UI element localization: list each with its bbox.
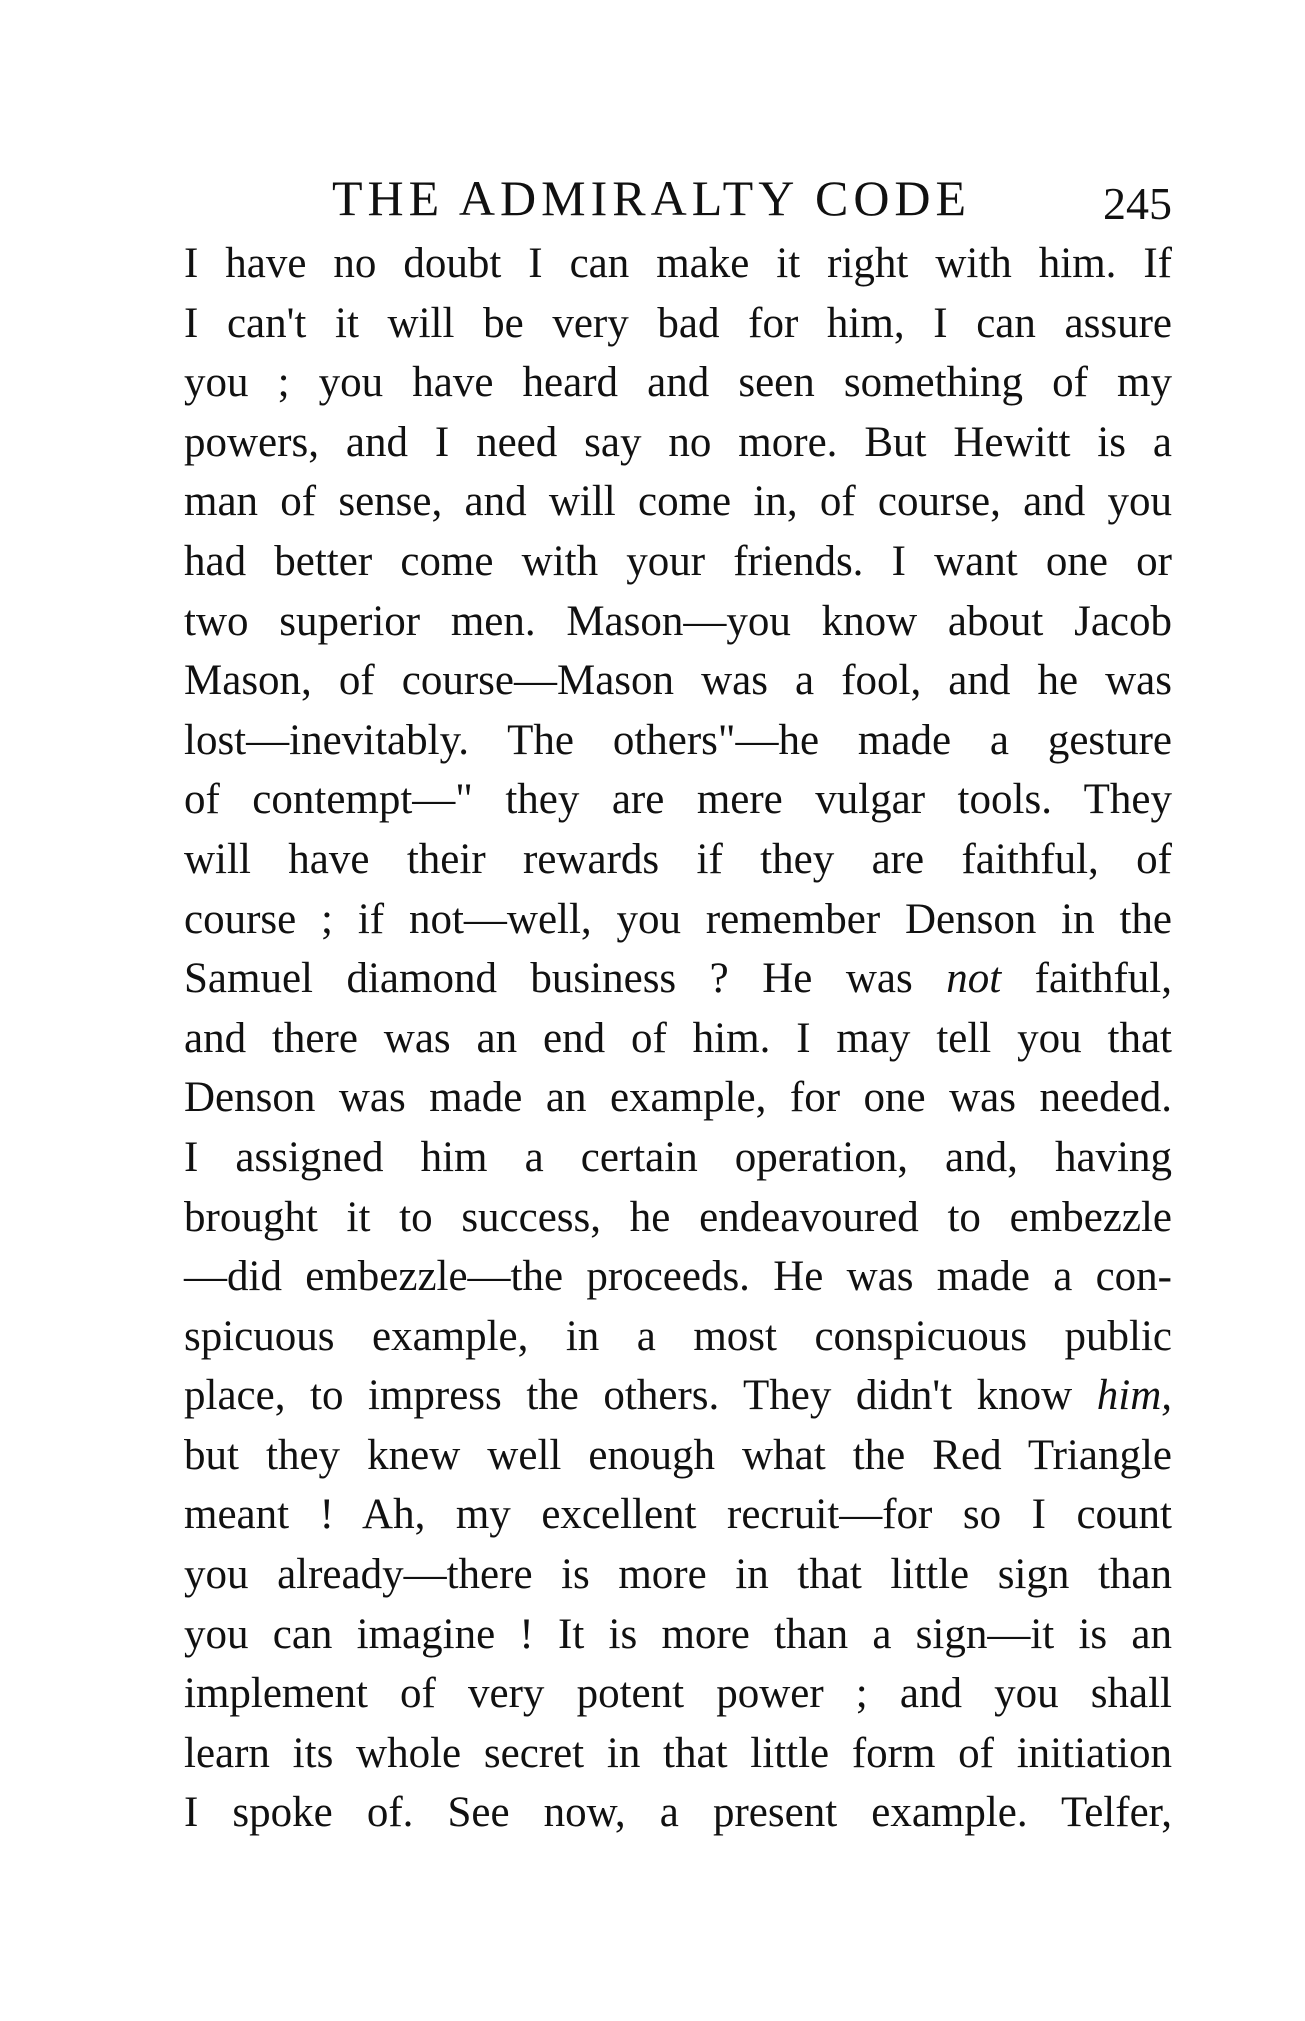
text-segment: faithful, [1001, 955, 1172, 1003]
text-segment: place, to impress the others. They didn't know [184, 1372, 1097, 1420]
text-line: of contempt—" they are mere vulgar tools. They [184, 776, 1172, 824]
text-line: I can't it will be very bad for him, I can assure [184, 299, 1172, 347]
text-line: man of sense, and will come in, of course, and you [184, 478, 1172, 526]
text-line: you can imagine ! It is more than a sign—it is an [184, 1610, 1172, 1658]
text-line: two superior men. Mason—you know about Jacob [184, 597, 1172, 645]
text-line: learn its whole secret in that little form of initiation [184, 1729, 1172, 1777]
text-line: spicuous example, in a most conspicuous public [184, 1312, 1172, 1360]
body-text [184, 234, 1172, 1843]
italic-word: him, [1096, 1372, 1172, 1420]
running-title: THE ADMIRALTY CODE [332, 170, 972, 226]
text-line: but they knew well enough what the Red Triangle [184, 1431, 1172, 1479]
text-line: powers, and I need say no more. But Hewitt is a [184, 418, 1172, 466]
text-line: I have no doubt I can make it right with him. If [184, 240, 1172, 287]
text-line: implement of very potent power ; and you shall [184, 1670, 1172, 1718]
page-number: 245 [1103, 178, 1172, 229]
italic-word: not [946, 955, 1002, 1003]
text-line: I assigned him a certain operation, and, having [184, 1133, 1172, 1181]
text-line: I spoke of. See now, a present example. Telfer, [184, 1789, 1172, 1837]
text-line: had better come with your friends. I want one or [184, 537, 1172, 585]
text-segment: Samuel diamond business ? He was [184, 955, 947, 1003]
text-line: you already—there is more in that little sign than [184, 1551, 1172, 1599]
text-line: Denson was made an example, for one was needed. [184, 1074, 1172, 1122]
text-line: brought it to success, he endeavoured to embezzle [184, 1193, 1172, 1241]
text-line: meant ! Ah, my excellent recruit—for so I count [184, 1491, 1172, 1539]
text-line-with-italic [184, 949, 1172, 1009]
text-line: and there was an end of him. I may tell you that [184, 1014, 1172, 1062]
text-line: —did embezzle—the proceeds. He was made a con- [184, 1253, 1172, 1301]
text-line: lost—inevitably. The others"—he made a gesture [184, 716, 1172, 764]
text-line: course ; if not—well, you remember Denson in the [184, 895, 1172, 943]
text-line: Mason, of course—Mason was a fool, and he was [184, 657, 1172, 705]
text-line-with-italic [184, 1366, 1172, 1426]
text-line: will have their rewards if they are faithful, of [184, 835, 1172, 883]
text-line: you ; you have heard and seen something of my [184, 359, 1172, 407]
running-head [184, 168, 1172, 228]
